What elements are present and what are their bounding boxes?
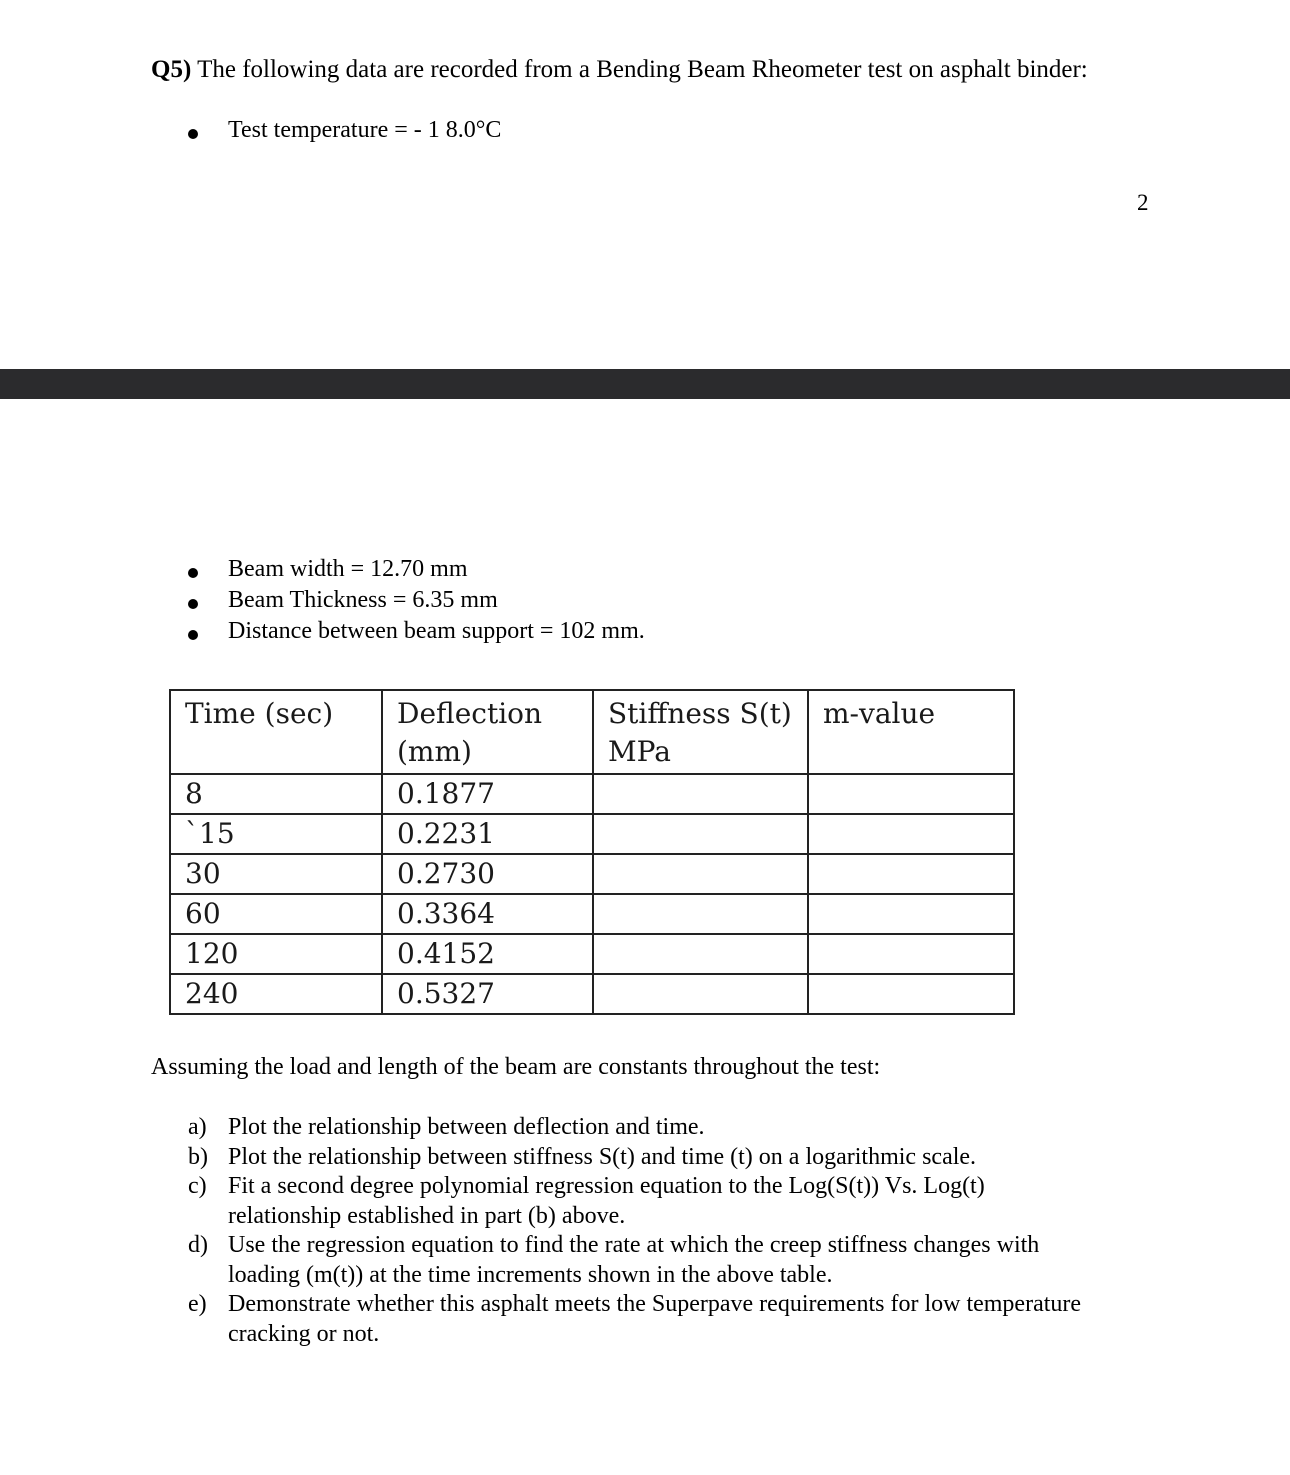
header-deflection: Deflection (mm)	[382, 690, 593, 774]
part-text: Plot the relationship between stiffness S(t) and time (t) on a logarithmic scale.	[228, 1143, 977, 1170]
header-stiffness: Stiffness S(t) MPa	[593, 690, 808, 774]
cell-stiffness	[593, 774, 808, 814]
header-m-value: m-value	[808, 690, 1014, 774]
cell-time: 60	[170, 894, 382, 934]
list-item	[188, 1172, 1058, 1231]
question-title	[151, 56, 1088, 84]
page-separator	[0, 369, 1290, 399]
cell-time: `15	[170, 814, 382, 854]
list-item	[188, 1113, 1168, 1143]
list-item	[188, 1290, 1158, 1349]
cell-stiffness	[593, 854, 808, 894]
bullet-dot	[188, 129, 198, 139]
table-row	[170, 814, 1014, 854]
cell-time: 30	[170, 854, 382, 894]
cell-deflection: 0.1877	[382, 774, 593, 814]
cell-stiffness	[593, 934, 808, 974]
page-number: 2	[1137, 190, 1149, 215]
table-row	[170, 774, 1014, 814]
cell-deflection: 0.2231	[382, 814, 593, 854]
bullet-dot	[188, 568, 198, 578]
part-text: Demonstrate whether this asphalt meets the Superpave requirements for low temperature cracking or not.	[228, 1291, 1082, 1347]
part-text: Use the regression equation to find the rate at which the creep stiffness changes with loading (m(t)) at the time increments shown in the above table.	[228, 1232, 1040, 1288]
cell-time: 240	[170, 974, 382, 1014]
part-label: b)	[188, 1143, 208, 1170]
cell-deflection: 0.2730	[382, 854, 593, 894]
cell-m-value	[808, 934, 1014, 974]
part-label: a)	[188, 1114, 207, 1140]
bullet-dot	[188, 599, 198, 609]
question-parts-list	[188, 1113, 1168, 1349]
bullet-text: Beam width = 12.70 mm	[228, 556, 468, 582]
cell-deflection: 0.5327	[382, 974, 593, 1014]
header-time: Time (sec)	[170, 690, 382, 774]
cell-time: 8	[170, 774, 382, 814]
cell-stiffness	[593, 974, 808, 1014]
question-number: Q5)	[151, 56, 192, 83]
cell-m-value	[808, 854, 1014, 894]
cell-deflection: 0.4152	[382, 934, 593, 974]
part-label: d)	[188, 1232, 208, 1258]
part-label: c)	[188, 1173, 207, 1199]
list-item	[188, 1143, 1168, 1173]
bbr-data-table	[169, 689, 1015, 1015]
table-row	[170, 894, 1014, 934]
part-text: Fit a second degree polynomial regression equation to the Log(S(t)) Vs. Log(t) relationship established in part (b) above.	[228, 1173, 985, 1229]
table-row	[170, 934, 1014, 974]
part-text: Plot the relationship between deflection and time.	[228, 1114, 705, 1140]
cell-stiffness	[593, 814, 808, 854]
list-item	[188, 1231, 1108, 1290]
question-stem: The following data are recorded from a Bending Beam Rheometer test on asphalt binder:	[191, 56, 1088, 83]
cell-m-value	[808, 774, 1014, 814]
cell-m-value	[808, 974, 1014, 1014]
bullet-text: Distance between beam support = 102 mm.	[228, 618, 645, 644]
cell-time: 120	[170, 934, 382, 974]
bullet-dot	[188, 630, 198, 640]
cell-m-value	[808, 894, 1014, 934]
cell-stiffness	[593, 894, 808, 934]
cell-deflection: 0.3364	[382, 894, 593, 934]
table-row	[170, 854, 1014, 894]
assumption-text: Assuming the load and length of the beam are constants throughout the test:	[151, 1054, 881, 1080]
table-header-row	[170, 690, 1014, 774]
part-label: e)	[188, 1291, 207, 1317]
table-row	[170, 974, 1014, 1014]
bullet-text: Test temperature = - 1 8.0°C	[228, 117, 502, 143]
cell-m-value	[808, 814, 1014, 854]
bullet-text: Beam Thickness = 6.35 mm	[228, 587, 498, 613]
